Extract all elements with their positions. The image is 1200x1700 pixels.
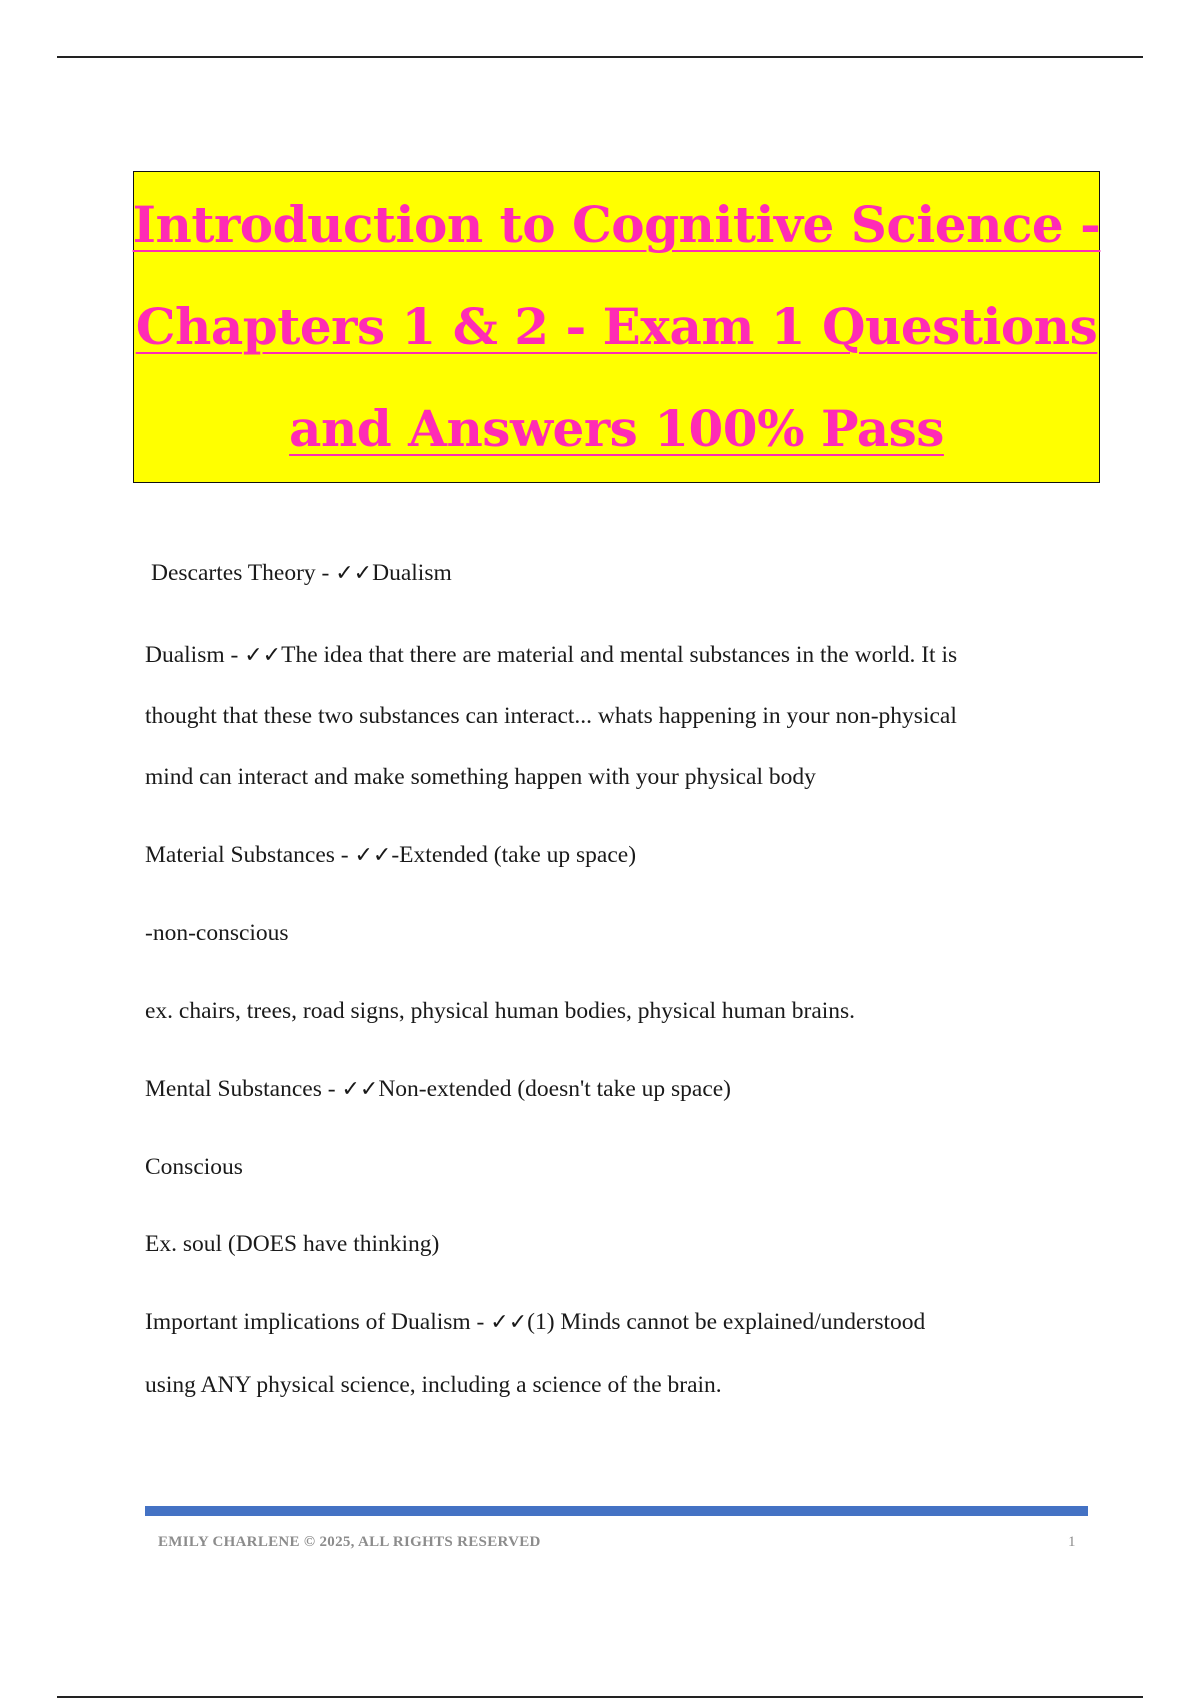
page-number: 1 <box>1068 1534 1076 1550</box>
qa-term: Important implications of Dualism - <box>145 1309 491 1335</box>
qa-term: Material Substances - <box>145 842 355 868</box>
qa-term: Mental Substances - <box>145 1076 342 1102</box>
qa-answer: Dualism <box>372 560 452 586</box>
qa-answer: The idea that there are material and mental substances in the world. It is <box>281 642 958 668</box>
qa-descartes-theory <box>151 560 452 587</box>
bottom-rule <box>57 1696 1143 1698</box>
qa-material-substances <box>145 842 636 869</box>
footer-copyright: EMILY CHARLENE © 2025, ALL RIGHTS RESERVED <box>158 1534 541 1550</box>
double-check-icon: ✓✓ <box>244 643 282 668</box>
qa-mental-substances <box>145 1076 731 1103</box>
double-check-icon: ✓✓ <box>335 561 373 586</box>
qa-implications-line-1 <box>145 1309 925 1336</box>
qa-mental-example: Ex. soul (DOES have thinking) <box>145 1231 440 1257</box>
qa-material-examples: ex. chairs, trees, road signs, physical human bodies, physical human brains. <box>145 998 856 1024</box>
title-line-2: Chapters 1 & 2 - Exam 1 Questions <box>135 297 1098 356</box>
title-line-1: Introduction to Cognitive Science - <box>132 195 1101 254</box>
title-banner <box>133 171 1100 483</box>
qa-dualism-line-3: mind can interact and make something happen with your physical body <box>145 764 816 790</box>
double-check-icon: ✓✓ <box>490 1310 528 1335</box>
double-check-icon: ✓✓ <box>354 843 392 868</box>
qa-dualism-line-2: thought that these two substances can interact... whats happening in your non-physical <box>145 703 957 729</box>
qa-implications-line-2: using ANY physical science, including a science of the brain. <box>145 1372 722 1398</box>
top-rule <box>57 56 1143 58</box>
qa-dualism-line-1 <box>145 642 957 669</box>
qa-term: Dualism - <box>145 642 245 668</box>
footer-bar <box>145 1506 1088 1516</box>
qa-answer: (1) Minds cannot be explained/understood <box>527 1309 926 1335</box>
qa-conscious: Conscious <box>145 1154 243 1180</box>
double-check-icon: ✓✓ <box>341 1077 379 1102</box>
qa-answer: -Extended (take up space) <box>391 842 637 868</box>
qa-term: Descartes Theory - <box>151 560 336 586</box>
qa-answer: Non-extended (doesn't take up space) <box>378 1076 732 1102</box>
title-line-3: and Answers 100% Pass <box>289 399 944 458</box>
qa-non-conscious: -non-conscious <box>145 920 289 946</box>
